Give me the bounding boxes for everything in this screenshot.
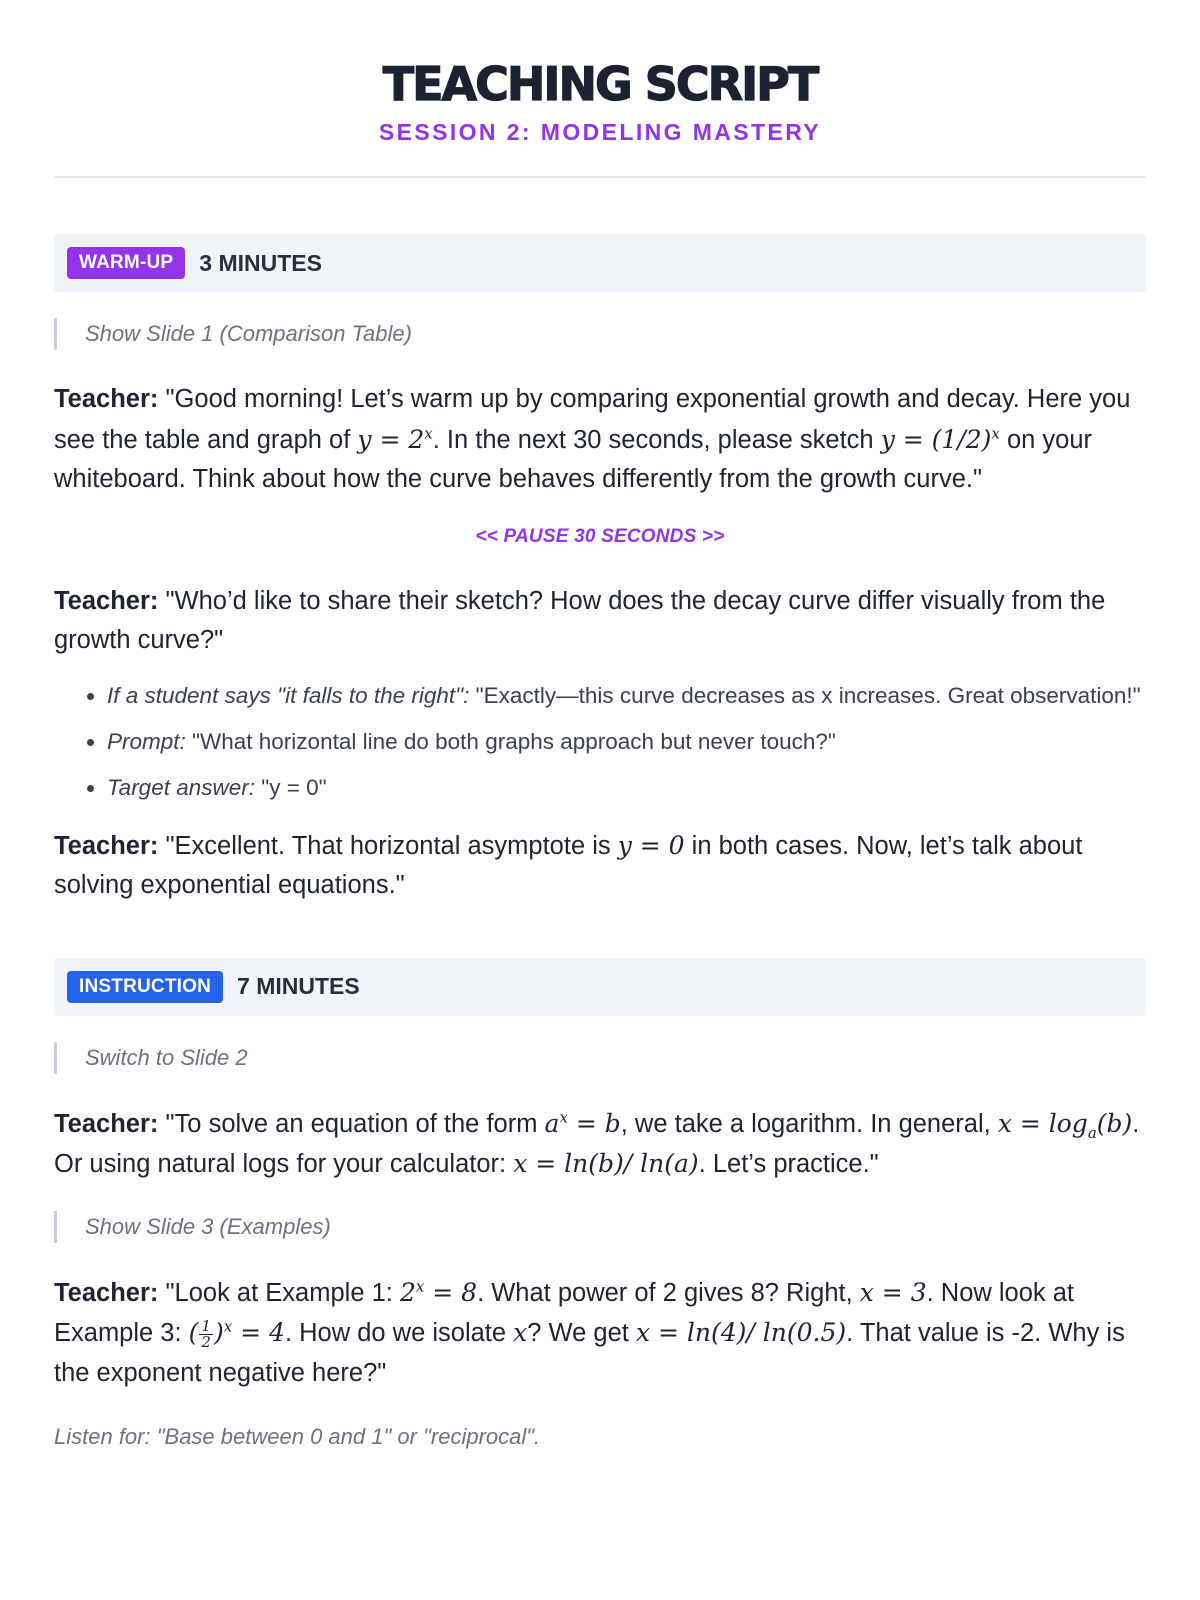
teacher-text: "Excellent. That horizontal asymptote is (165, 831, 618, 860)
teacher-text: "Look at Example 1: (165, 1278, 400, 1307)
teacher-line (54, 826, 1146, 906)
teacher-text: in both cases. Now, let’s talk about solving exponential equations." (54, 831, 1083, 899)
math-expression: $y = 2^x$ (357, 424, 433, 454)
math-expression: x = 3 (859, 1277, 927, 1307)
header-divider (54, 176, 1146, 178)
teacher-text: ? We get (527, 1319, 636, 1347)
math-expression: $2^x = 8$ (399, 1277, 478, 1307)
math-expression: $a^x = b$ (544, 1108, 621, 1138)
student-response-list (54, 679, 1146, 804)
warm-up-tag: WARM-UP (67, 247, 185, 279)
list-item: • Target answer: "y = 0" (107, 771, 1146, 804)
pause-cue: << PAUSE 30 SECONDS >> (475, 525, 725, 547)
teacher-text: , we take a logarithm. In general, (620, 1109, 998, 1138)
slide-cue: Switch to Slide 2 (54, 1042, 1146, 1074)
list-item: • Prompt: "What horizontal line do both graphs approach but never touch?" (107, 725, 1146, 758)
math-expression: x (513, 1318, 528, 1347)
listen-for-note: Listen for: "Base between 0 and 1" or "reciprocal". (54, 1424, 541, 1449)
instruction-duration: 7 MINUTES (237, 973, 360, 999)
math-expression: x = ln(4)/ ln(0.5) (635, 1318, 847, 1347)
warm-up-duration: 3 MINUTES (199, 249, 322, 276)
page-title: TEACHING SCRIPT (382, 57, 818, 111)
speaker-label: Teacher: (54, 1278, 159, 1307)
teacher-text: . Or using natural logs for your calculator: (54, 1109, 1140, 1178)
speaker-label: Teacher: (54, 1109, 159, 1138)
teacher-text: on your whiteboard. Think about how the curve behaves differently from the growth curve." (54, 425, 1093, 493)
teacher-text: . Now look at Example 3: (54, 1278, 1075, 1347)
instruction-section-header (54, 958, 1146, 1016)
speaker-label: Teacher: (54, 831, 159, 860)
math-expression: $x = \log_a(b)$ (997, 1108, 1133, 1142)
teacher-text: . What power of 2 gives 8? Right, (477, 1278, 860, 1307)
teacher-text: . In the next 30 seconds, please sketch (432, 425, 881, 454)
math-expression: x = ln(b)/ ln(a) (513, 1149, 699, 1178)
teacher-line (54, 1273, 1146, 1394)
slide-cue: Show Slide 3 (Examples) (54, 1211, 1146, 1243)
math-expression: y = 0 (617, 830, 685, 860)
speaker-label: Teacher: (54, 586, 159, 615)
teacher-line (54, 1104, 1146, 1185)
teacher-text: "Who’d like to share their sketch? How does the decay curve differ visually from the growth curve?" (54, 586, 1106, 654)
teacher-text: . Let’s practice." (698, 1150, 879, 1178)
teacher-text: . That value is -2. Why is the exponent negative here?" (54, 1319, 1125, 1387)
math-fraction-expression: ( $\frac{1}{2}$ )$^x$ = 4 (188, 1317, 285, 1351)
list-item: • If a student says "it falls to the right": "Exactly—this curve decreases as x increases. Great observation!" (107, 679, 1146, 712)
teacher-text: "Good morning! Let’s warm up by comparing exponential growth and decay. Here you see the table and graph of (54, 385, 1131, 454)
warm-up-section-header (54, 234, 1146, 292)
slide-cue: Show Slide 1 (Comparison Table) (54, 318, 1146, 350)
session-subtitle: SESSION 2: MODELING MASTERY (378, 119, 822, 145)
document-header (54, 0, 1146, 178)
speaker-label: Teacher: (54, 385, 159, 413)
teacher-text: . How do we isolate (284, 1319, 514, 1347)
teacher-text: "To solve an equation of the form (165, 1109, 545, 1138)
math-expression: $y = (1/2)^x$ (880, 424, 1000, 454)
instruction-tag: INSTRUCTION (67, 971, 223, 1003)
teacher-line (54, 380, 1146, 500)
teacher-line (54, 582, 1146, 661)
